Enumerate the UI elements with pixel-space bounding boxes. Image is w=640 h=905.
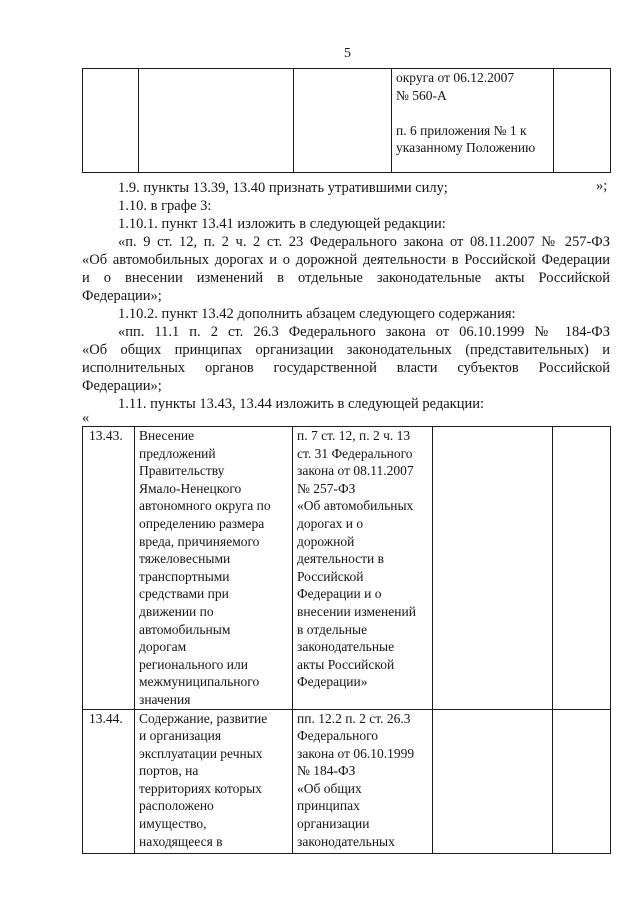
table-cell-number bbox=[83, 69, 139, 173]
quote-2-line: «пп. 11.1 п. 2 ст. 26.3 Федерального закона от 06.10.1999 № 184-ФЗ bbox=[118, 324, 610, 340]
page-number: 5 bbox=[344, 46, 351, 61]
paragraph-1-9: 1.9. пункты 13.39, 13.40 признать утратившими силу; bbox=[118, 180, 448, 196]
quote-2-line: исполнительных органов государственной власти субъектов Российской bbox=[82, 360, 610, 376]
new-items-table bbox=[82, 426, 611, 854]
table-cell-name bbox=[139, 69, 294, 173]
table-cell-name: Содержание, развитие и организация эксплуатации речных портов, на территориях которых расположено имущество, находящееся в bbox=[135, 709, 293, 853]
table-cell-empty bbox=[553, 427, 611, 710]
opening-quote: « bbox=[82, 410, 90, 426]
table-cell-empty bbox=[553, 709, 611, 853]
paragraph-1-11: 1.11. пункты 13.43, 13.44 изложить в следующей редакции: bbox=[118, 396, 484, 412]
paragraph-1-10-2: 1.10.2. пункт 13.42 дополнить абзацем следующего содержания: bbox=[118, 306, 516, 322]
quote-2-line: «Об общих принципах организации законодательных (представительных) и bbox=[82, 342, 610, 358]
table-cell-basis: пп. 12.2 п. 2 ст. 26.3 Федерального закона от 06.10.1999 № 184-ФЗ «Об общих принципах организации законодательных bbox=[293, 709, 433, 853]
paragraph-1-10-1: 1.10.1. пункт 13.41 изложить в следующей редакции: bbox=[118, 216, 446, 232]
table-cell-number: 13.44. bbox=[83, 709, 135, 853]
table-cell-name: Внесение предложений Правительству Ямало-Ненецкого автономного округа по определению размера вреда, причиняемого тяжеловесными транспортными средствами при движении по автомобильным дорогам регионального или межмуниципального значения bbox=[135, 427, 293, 710]
table-cell-empty bbox=[433, 709, 553, 853]
table-cell-empty bbox=[554, 69, 611, 173]
table-row bbox=[83, 427, 611, 710]
table-cell-basis: п. 7 ст. 12, п. 2 ч. 13 ст. 31 Федерального закона от 08.11.2007 № 257-ФЗ «Об автомобильных дорогах и о дорожной деятельности в Российской Федерации и о внесении изменений в отдельные законодательные акты Российской Федерации» bbox=[293, 427, 433, 710]
quote-1-line: и о внесении изменений в отдельные законодательные акты Российской bbox=[82, 270, 610, 286]
table-cell-reference: округа от 06.12.2007 № 560-А п. 6 приложения № 1 к указанному Положению bbox=[392, 69, 554, 173]
paragraph-1-10: 1.10. в графе 3: bbox=[118, 198, 212, 214]
quote-1-line: «п. 9 ст. 12, п. 2 ч. 2 ст. 23 Федерального закона от 08.11.2007 № 257-ФЗ bbox=[118, 234, 610, 250]
quote-2-line: Федерации»; bbox=[82, 378, 162, 394]
table-cell-basis bbox=[294, 69, 392, 173]
table-cell-number: 13.43. bbox=[83, 427, 135, 710]
quote-1-line: «Об автомобильных дорогах и о дорожной деятельности в Российской Федерации bbox=[82, 252, 610, 268]
table-row bbox=[83, 69, 611, 173]
top-table-continuation bbox=[82, 68, 611, 173]
table-row bbox=[83, 709, 611, 853]
quote-1-line: Федерации»; bbox=[82, 288, 162, 304]
closing-quote: »; bbox=[596, 178, 608, 194]
table-cell-empty bbox=[433, 427, 553, 710]
